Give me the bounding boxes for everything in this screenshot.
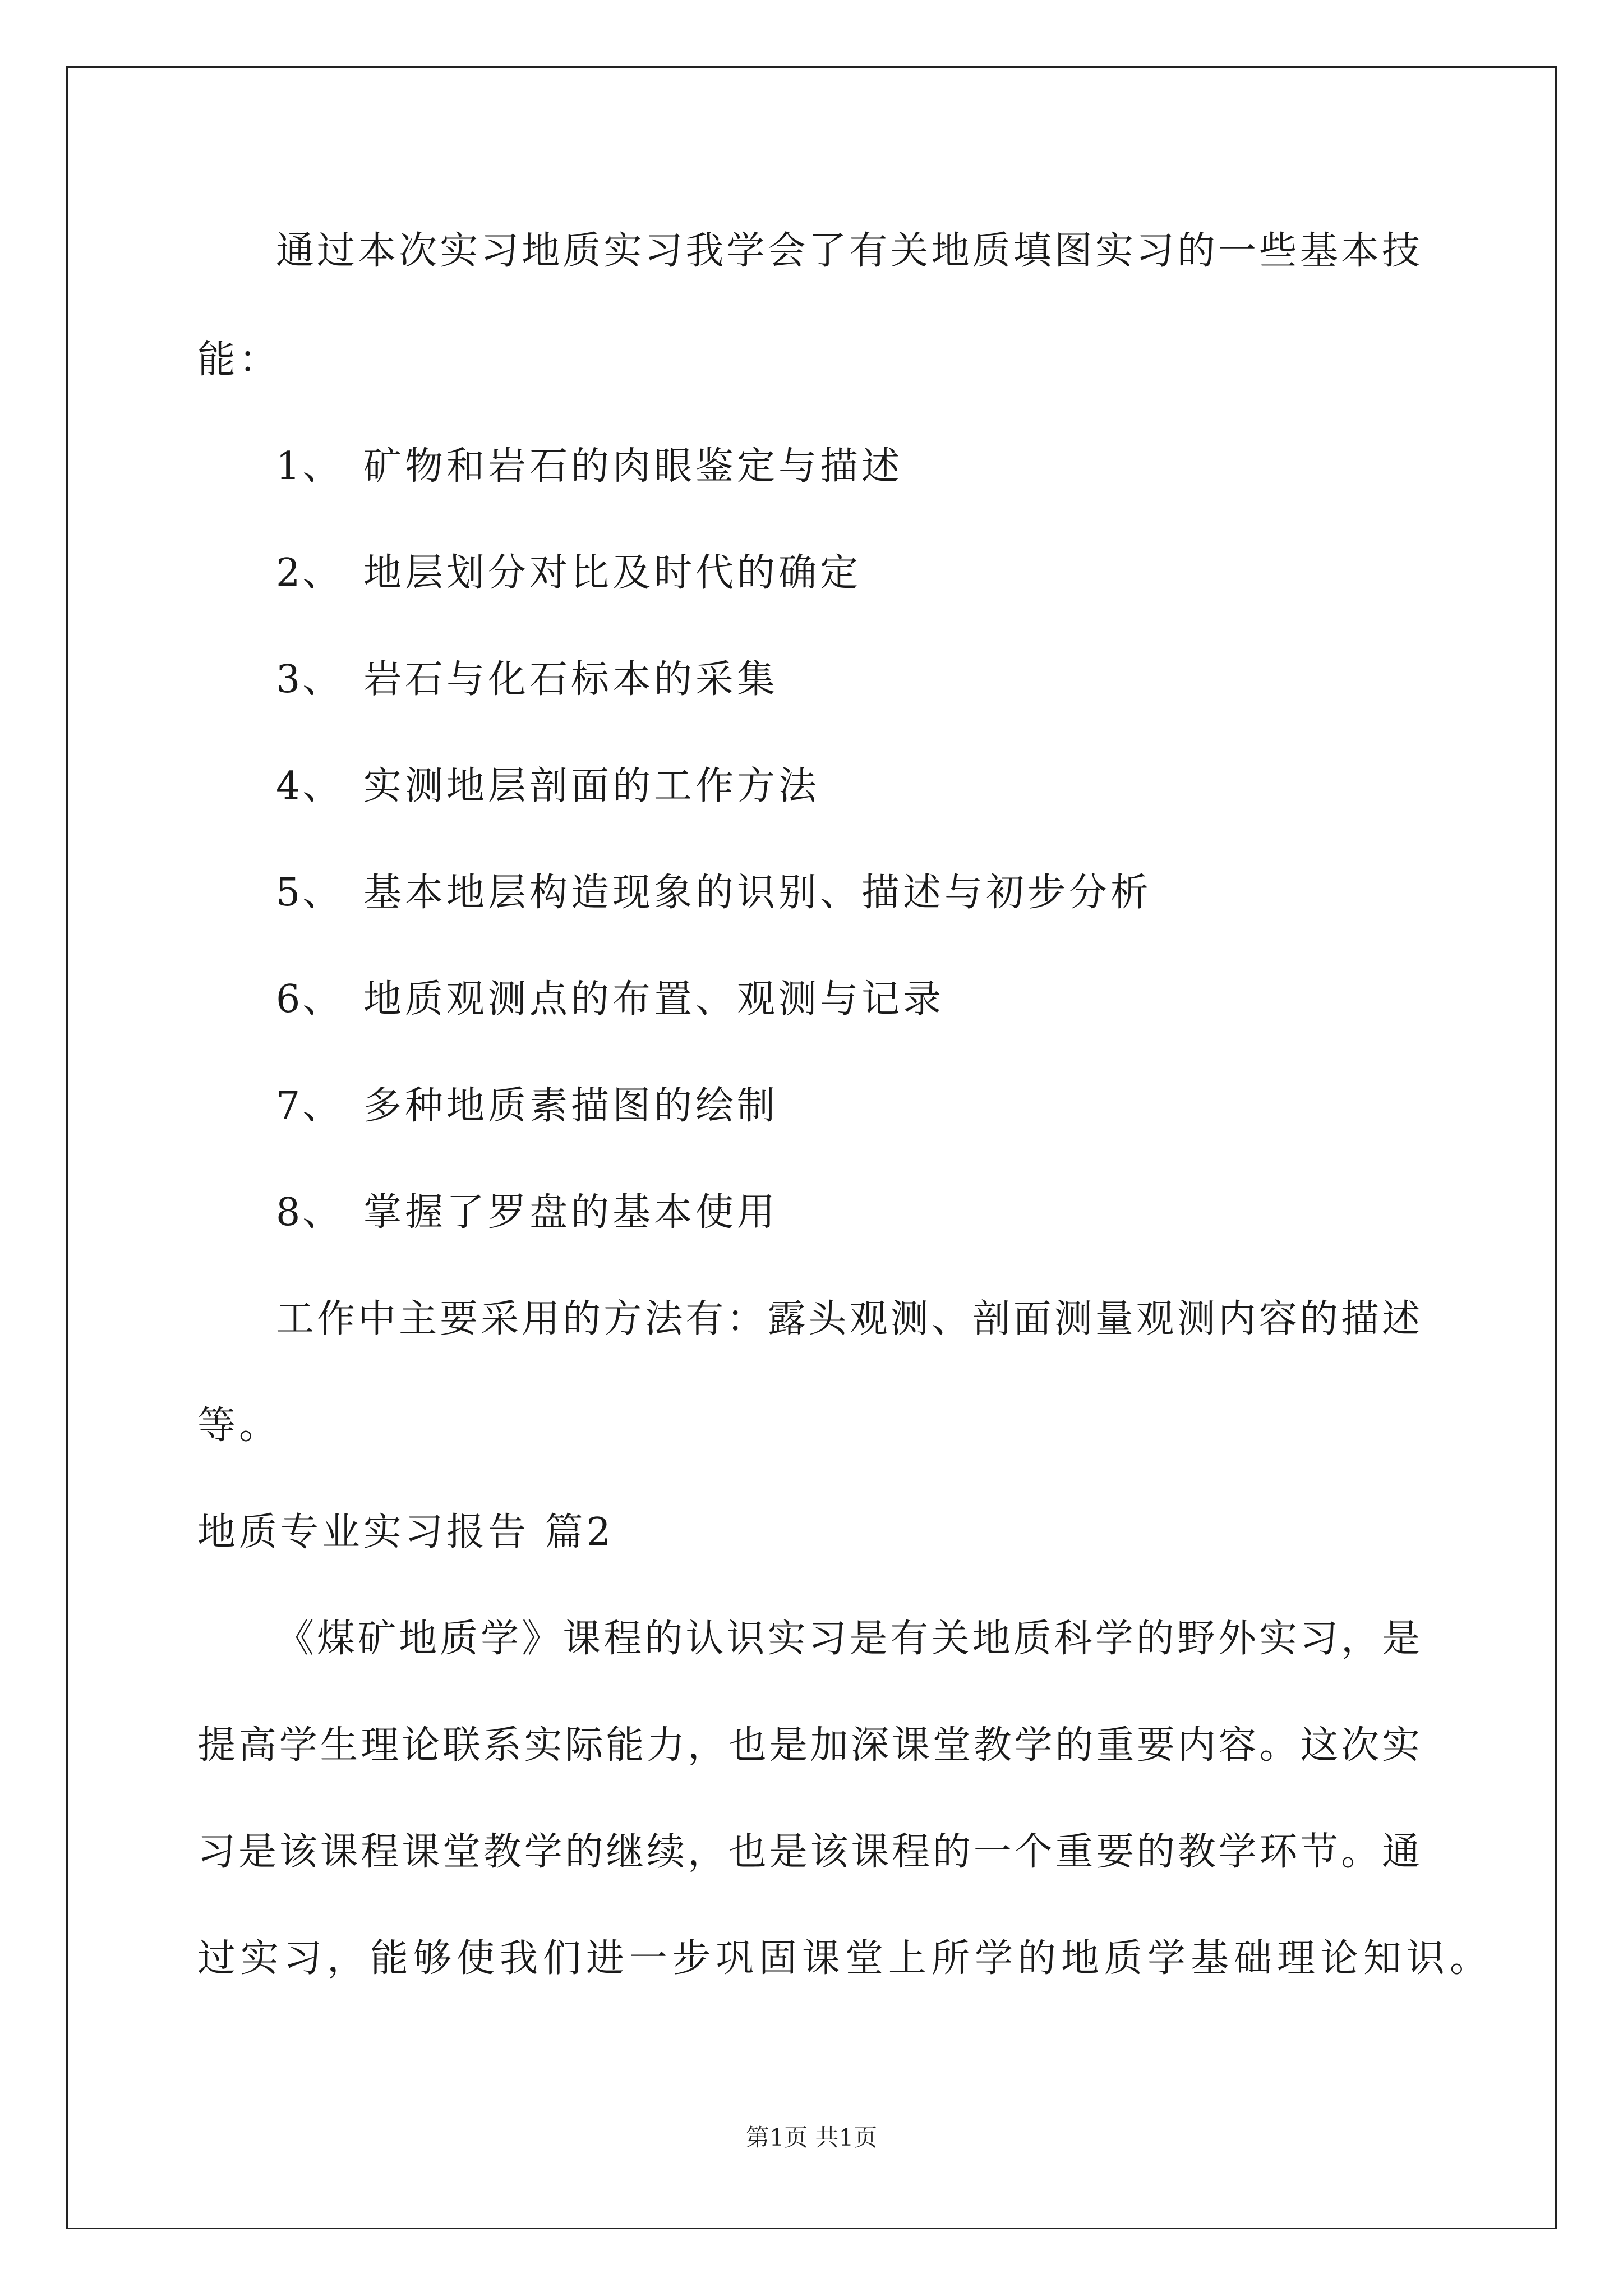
section-body-line-4: 过实习，能够使我们进一步巩固课堂上所学的地质学基础理论知识。	[197, 1936, 1493, 1981]
section-body-line-2: 提高学生理论联系实际能力，也是加深课堂教学的重要内容。这次实	[197, 1723, 1420, 1768]
list-number: 3、	[276, 657, 343, 702]
list-text: 多种地质素描图的绘制	[363, 1084, 779, 1128]
list-text: 掌握了罗盘的基本使用	[363, 1190, 779, 1235]
list-text: 实测地层剖面的工作方法	[363, 764, 820, 808]
list-number: 4、	[276, 764, 343, 808]
list-number: 1、	[276, 444, 343, 489]
paragraph-3-line-1: 工作中主要采用的方法有：露头观测、剖面测量观测内容的描述	[276, 1297, 1420, 1341]
list-number: 7、	[276, 1084, 343, 1128]
paragraph-3-line-2: 等。	[197, 1404, 281, 1448]
section-body-line-3: 习是该课程课堂教学的继续，也是该课程的一个重要的教学环节。通	[197, 1830, 1420, 1874]
section-body-line-1: 《煤矿地质学》课程的认识实习是有关地质科学的野外实习，是	[276, 1617, 1420, 1661]
section-heading: 地质专业实习报告 篇2	[197, 1510, 614, 1554]
paragraph-1-line-2: 能：	[197, 338, 281, 382]
page-footer: 第1页 共1页	[745, 2124, 878, 2151]
page-border	[66, 66, 1557, 2229]
paragraph-1-line-1: 通过本次实习地质实习我学会了有关地质填图实习的一些基本技	[276, 229, 1420, 273]
list-number: 6、	[276, 977, 343, 1022]
list-text: 地质观测点的布置、观测与记录	[363, 977, 945, 1022]
list-text: 基本地层构造现象的识别、描述与初步分析	[363, 871, 1152, 915]
list-number: 8、	[276, 1190, 343, 1235]
list-number: 2、	[276, 551, 343, 595]
list-number: 5、	[276, 871, 343, 915]
list-text: 岩石与化石标本的采集	[363, 657, 779, 702]
list-text: 矿物和岩石的肉眼鉴定与描述	[363, 444, 903, 489]
list-text: 地层划分对比及时代的确定	[363, 551, 862, 595]
